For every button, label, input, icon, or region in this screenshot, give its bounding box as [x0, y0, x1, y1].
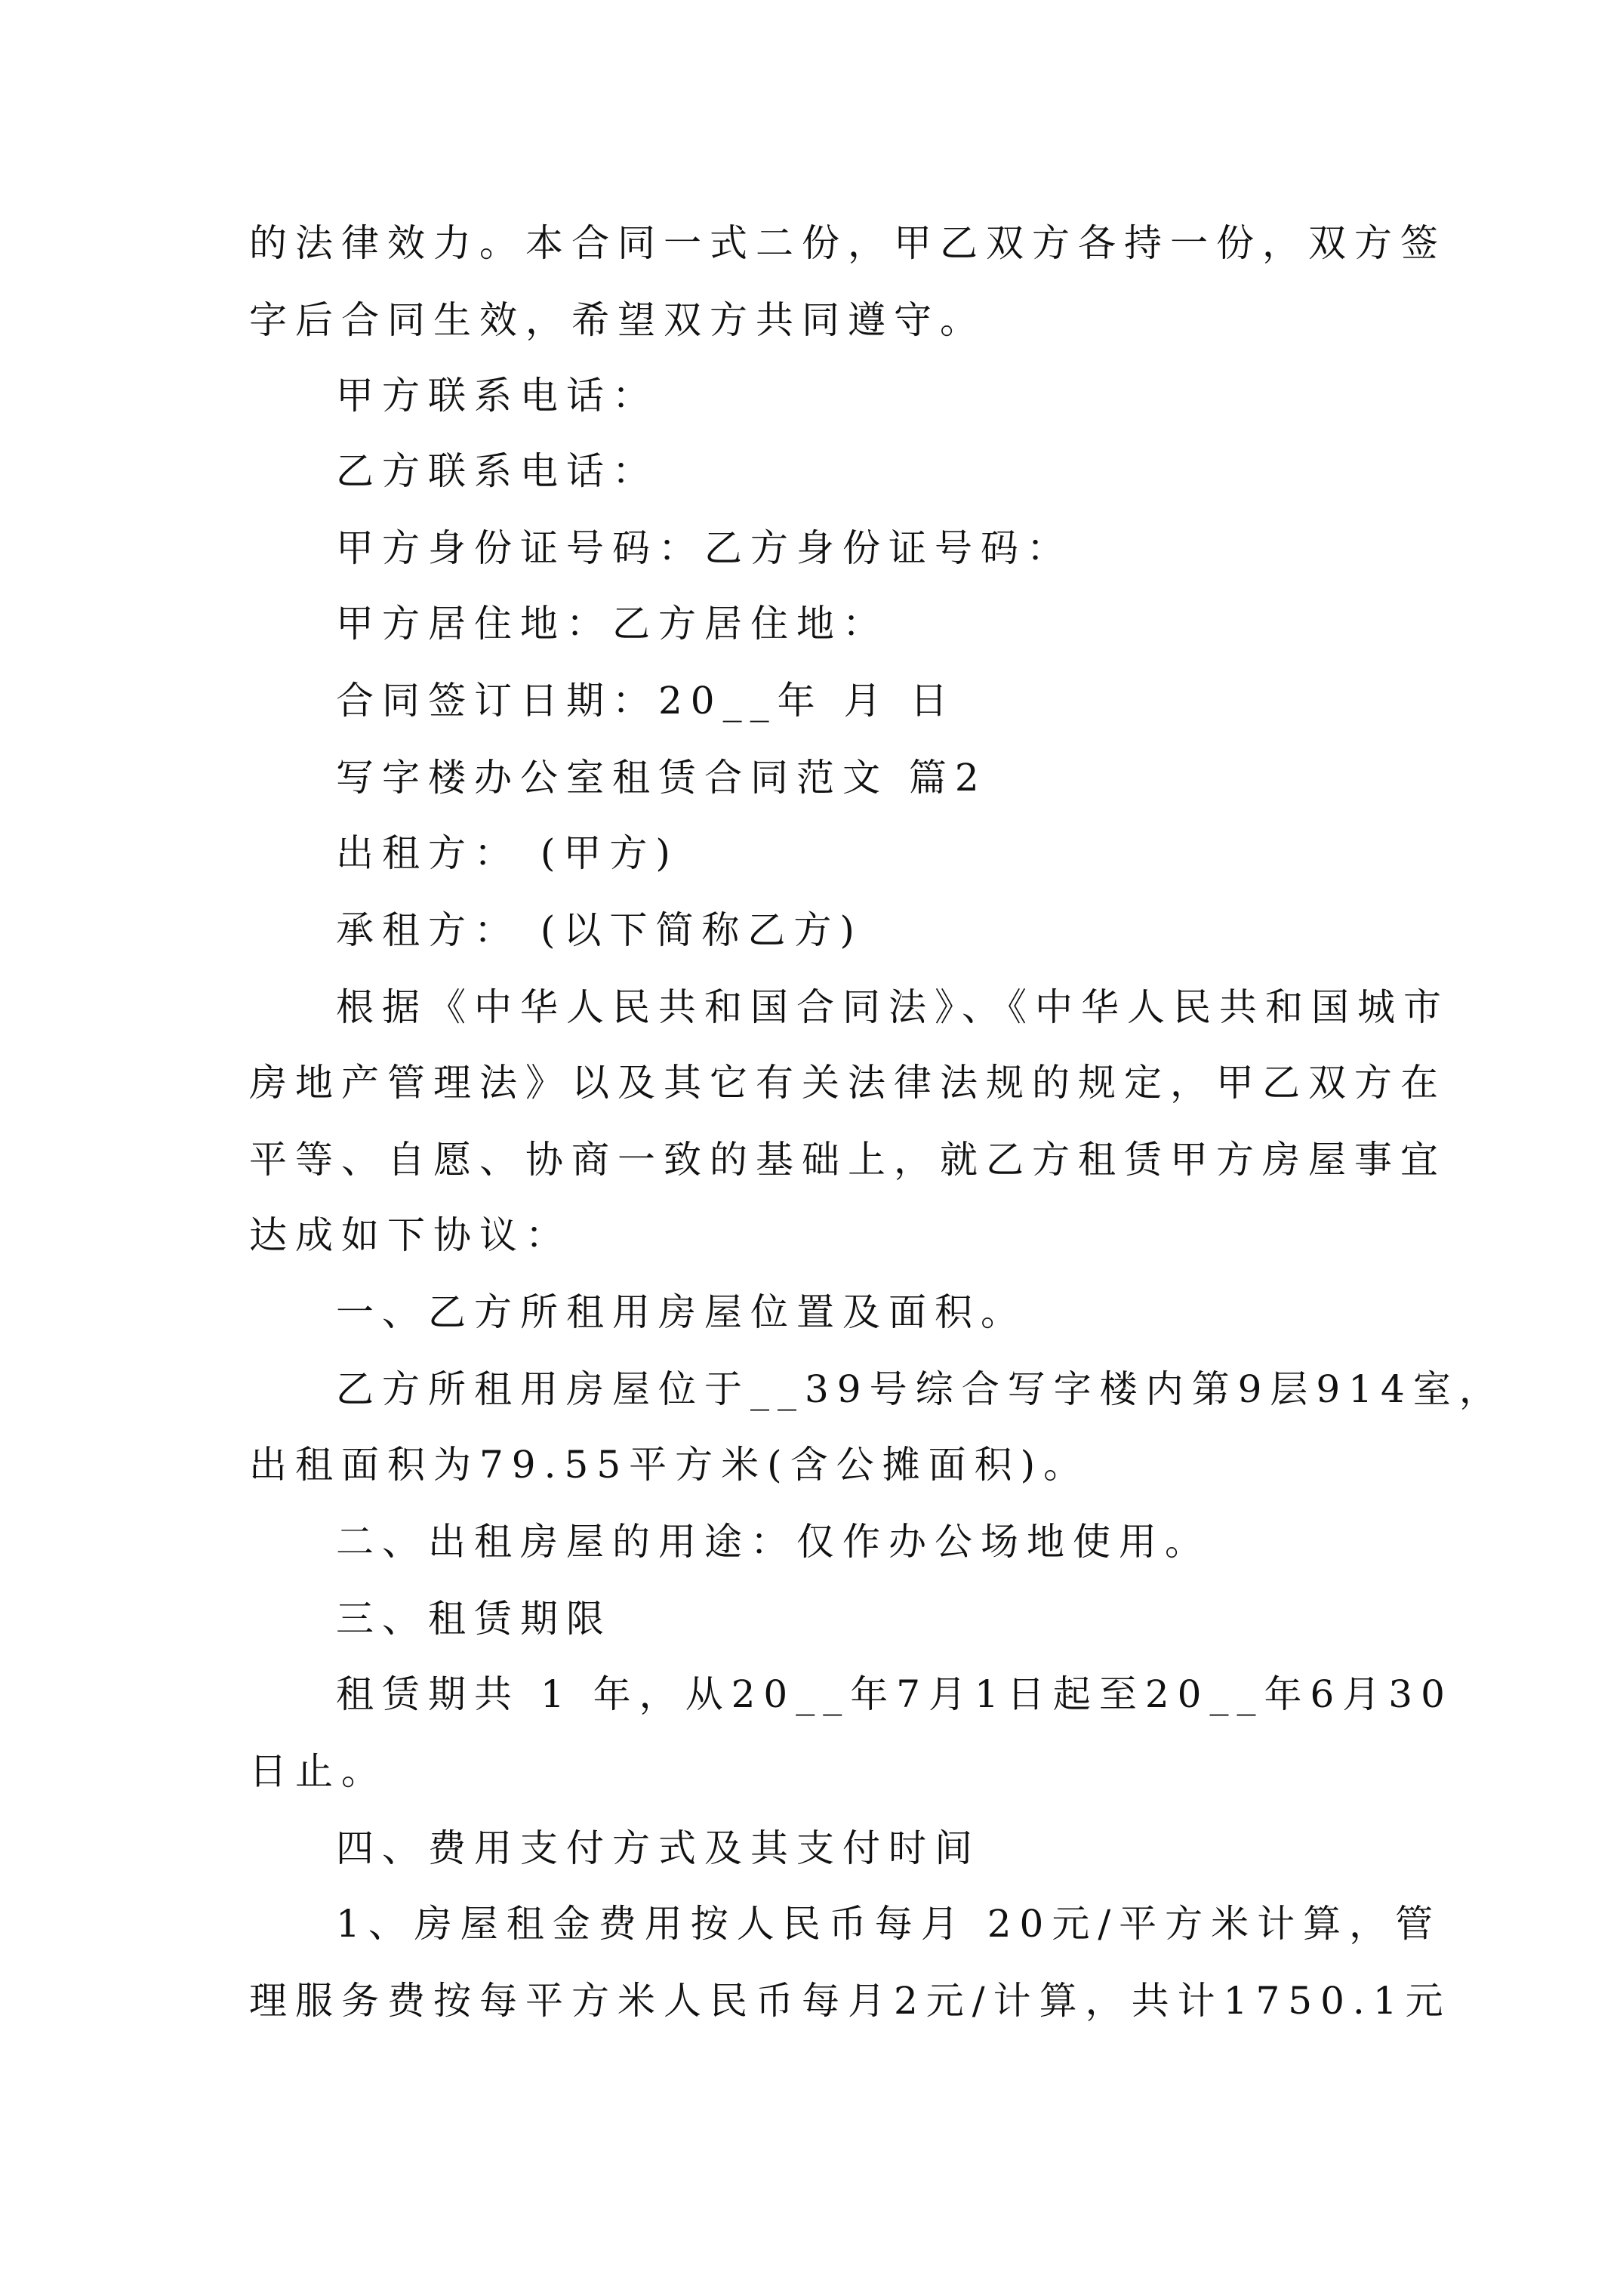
text-line: 达成如下协议：	[249, 1213, 571, 1257]
text-line: 二、出租房屋的用途：仅作办公场地使用。	[336, 1520, 1211, 1564]
text-line: 三、租赁期限	[336, 1597, 612, 1641]
text-line: 甲方居住地：乙方居住地：	[336, 602, 888, 646]
text-line: 出租面积为79.55平方米(含公摊面积)。	[249, 1443, 1090, 1487]
text-line: 乙方所租用房屋位于__39号综合写字楼内第9层914室，	[336, 1367, 1505, 1411]
text-line: 承租方： (以下简称乙方)	[336, 908, 863, 952]
text-line: 四、费用支付方式及其支付时间	[336, 1826, 981, 1870]
text-line: 一、乙方所租用房屋位置及面积。	[336, 1290, 1027, 1334]
text-line: 1、房屋租金费用按人民币每月 20元/平方米计算，管	[336, 1902, 1442, 1946]
text-line: 甲方联系电话：	[336, 374, 658, 418]
text-line: 日止。	[249, 1749, 387, 1793]
text-line: 租赁期共 1 年，从20__年7月1日起至20__年6月30	[336, 1672, 1453, 1716]
text-line: 平等、自愿、协商一致的基础上，就乙方租赁甲方房屋事宜	[249, 1138, 1446, 1182]
text-line: 甲方身份证号码：乙方身份证号码：	[336, 526, 1073, 570]
section-heading: 写字楼办公室租赁合同范文 篇2	[336, 756, 987, 800]
text-line: 字后合同生效，希望双方共同遵守。	[249, 298, 986, 342]
text-line: 合同签订日期：20__年 月 日	[336, 679, 956, 723]
text-line: 根据《中华人民共和国合同法》、《中华人民共和国城市	[336, 985, 1449, 1029]
text-line: 乙方联系电话：	[336, 449, 658, 493]
text-line: 的法律效力。本合同一式二份，甲乙双方各持一份，双方签	[249, 221, 1446, 265]
text-line: 房地产管理法》以及其它有关法律法规的规定，甲乙双方在	[249, 1061, 1446, 1105]
text-line: 理服务费按每平方米人民币每月2元/计算，共计1750.1元	[249, 1979, 1452, 2023]
text-line: 出租方： (甲方)	[336, 831, 679, 875]
